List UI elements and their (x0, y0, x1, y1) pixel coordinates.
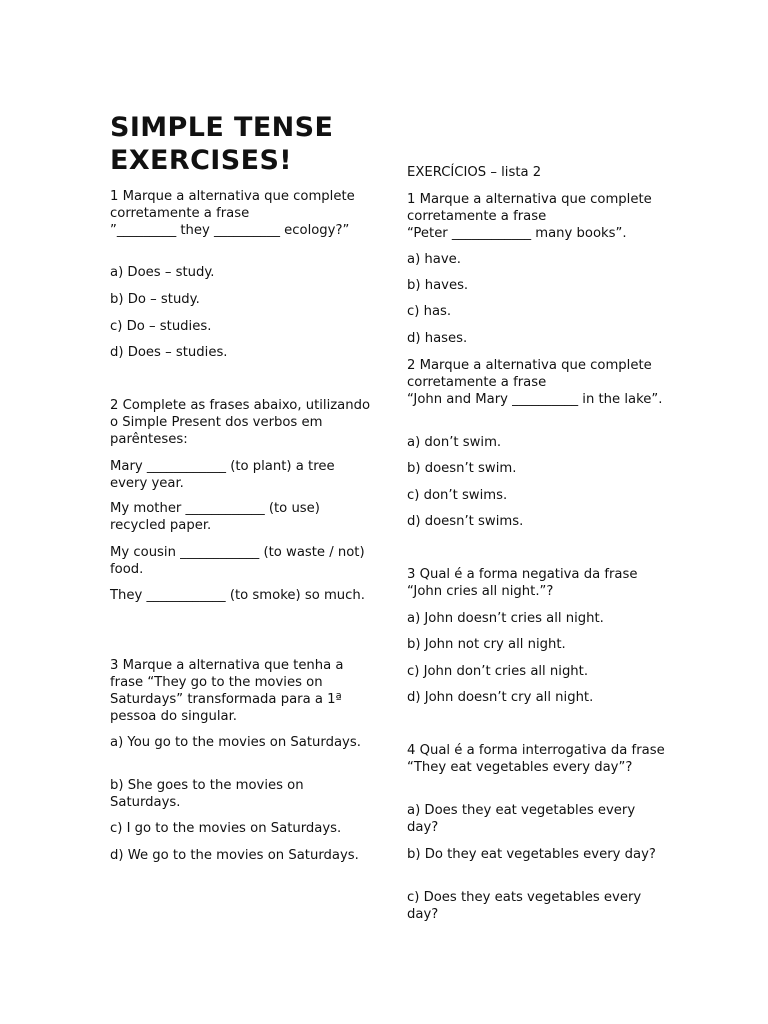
left-q2-item-3: My cousin ____________ (to waste / not) food. (110, 545, 365, 577)
page-title: SIMPLE TENSE EXERCISES! (110, 112, 334, 176)
right-q4-prompt: 4 Qual é a forma interrogativa da frase “They eat vegetables every day”? (407, 743, 665, 775)
left-q1-option-d: d) Does – studies. (110, 345, 228, 360)
right-q2-option-c: c) don’t swims. (407, 488, 508, 503)
left-q2-item-1: Mary ____________ (to plant) a tree every year. (110, 459, 335, 491)
left-q1-option-c: c) Do – studies. (110, 319, 212, 334)
right-q1-option-b: b) haves. (407, 278, 469, 293)
right-q2-option-a: a) don’t swim. (407, 435, 502, 450)
left-q3-prompt: 3 Marque a alternativa que tenha a frase “They go to the movies on Saturdays” transformada para a 1ª pessoa do singular. (110, 658, 344, 724)
right-q3-option-a: a) John doesn’t cries all night. (407, 611, 604, 626)
right-q3-option-d: d) John doesn’t cry all night. (407, 690, 594, 705)
left-q2-prompt: 2 Complete as frases abaixo, utilizando o Simple Present dos verbos em parênteses: (110, 398, 371, 447)
right-q2-option-d: d) doesn’t swims. (407, 514, 524, 529)
right-q3-option-c: c) John don’t cries all night. (407, 664, 589, 679)
right-q4-option-a: a) Does they eat vegetables every day? (407, 803, 636, 835)
right-q1-prompt: 1 Marque a alternativa que complete corretamente a frase “Peter ____________ many books”. (407, 192, 652, 241)
left-q1-prompt: 1 Marque a alternativa que complete corretamente a frase ”_________ they __________ ecology?” (110, 189, 355, 238)
right-q1-option-a: a) have. (407, 252, 461, 267)
left-q2-item-2: My mother ____________ (to use) recycled paper. (110, 501, 320, 533)
left-q3-option-d: d) We go to the movies on Saturdays. (110, 848, 359, 863)
left-q3-option-b: b) She goes to the movies on Saturdays. (110, 778, 304, 810)
left-q2-item-4: They ____________ (to smoke) so much. (110, 588, 365, 603)
right-q1-option-c: c) has. (407, 304, 452, 319)
right-q2-prompt: 2 Marque a alternativa que complete corretamente a frase “John and Mary __________ in the lake”. (407, 358, 663, 407)
left-q1-option-a: a) Does – study. (110, 265, 215, 280)
right-q2-option-b: b) doesn’t swim. (407, 461, 517, 476)
left-q3-option-a: a) You go to the movies on Saturdays. (110, 735, 361, 750)
right-q1-option-d: d) hases. (407, 331, 468, 346)
right-q3-prompt: 3 Qual é a forma negativa da frase “John cries all night.”? (407, 567, 638, 599)
right-q4-option-b: b) Do they eat vegetables every day? (407, 847, 656, 862)
right-heading: EXERCÍCIOS – lista 2 (407, 165, 542, 180)
right-q4-option-c: c) Does they eats vegetables every day? (407, 890, 642, 922)
left-q1-option-b: b) Do – study. (110, 292, 200, 307)
left-q3-option-c: c) I go to the movies on Saturdays. (110, 821, 342, 836)
right-q3-option-b: b) John not cry all night. (407, 637, 566, 652)
